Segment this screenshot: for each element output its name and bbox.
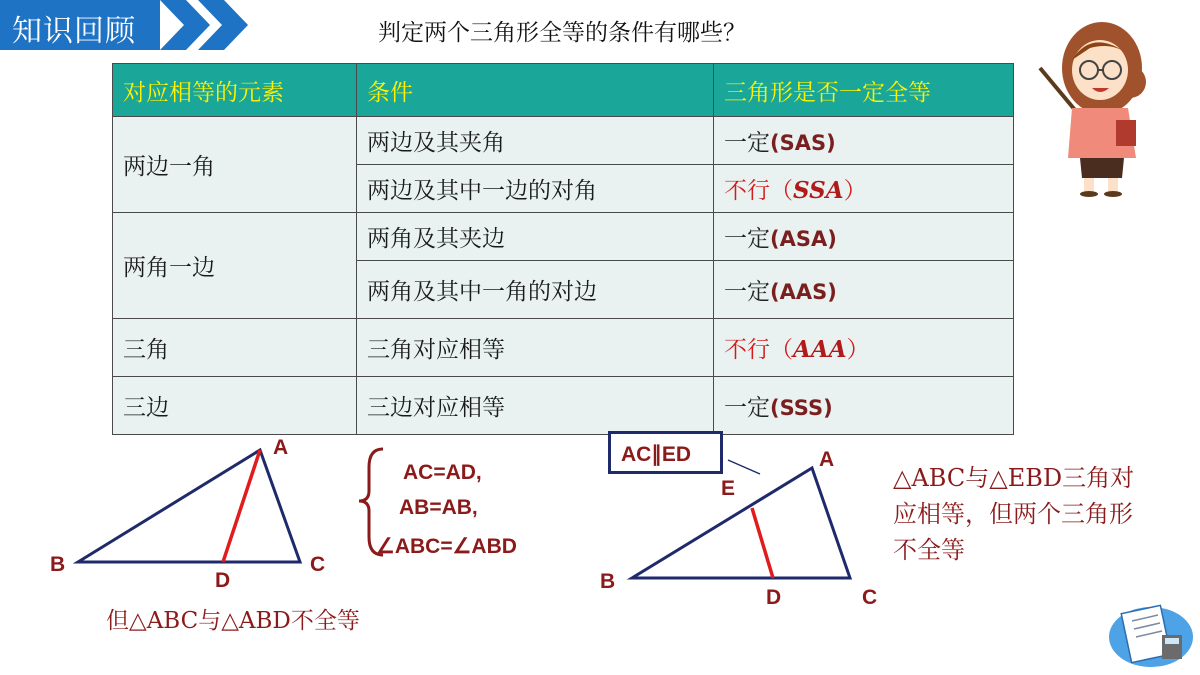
triangle-figure-2: [590, 440, 890, 615]
chevron-right-icon: [150, 0, 260, 50]
table-row: [113, 377, 1014, 435]
triangle-abc-2: [632, 468, 850, 578]
condition-cell: 两边及其中一边的对角: [357, 165, 714, 213]
header-cell: 对应相等的元素: [113, 64, 357, 117]
condition-angle: ∠ABC=∠ABD: [376, 535, 517, 558]
point-label-c: C: [310, 553, 326, 576]
point-label-a: A: [273, 436, 289, 459]
result-cell: 不行（AAA）: [714, 319, 1014, 377]
condition-ac-ad: AC=AD,: [403, 461, 482, 484]
result-cell: 不行（SSA）: [714, 165, 1014, 213]
condition-cell: 两角及其中一角的对边: [357, 261, 714, 319]
triangle-figure-1: [40, 430, 340, 590]
figure1-note: 但△ABC与△ABD不全等: [106, 608, 360, 634]
header-cell: 条件: [357, 64, 714, 117]
point-label-b: B: [50, 553, 66, 576]
condition-cell: 三角对应相等: [357, 319, 714, 377]
point-label-d: D: [766, 586, 782, 609]
point-label-b: B: [600, 570, 616, 593]
group-cell: 三角: [113, 319, 357, 377]
condition-cell: 两边及其夹角: [357, 117, 714, 165]
section-badge-label: 知识回顾: [12, 14, 136, 49]
teacher-illustration: [1032, 8, 1152, 198]
group-cell: 两角一边: [113, 213, 357, 319]
table-row: [113, 117, 1014, 165]
section-badge: [0, 0, 160, 50]
point-label-a: A: [819, 448, 835, 471]
group-cell: 三边: [113, 377, 357, 435]
parallel-condition-label: AC∥ED: [621, 443, 692, 466]
triangle-abc: [78, 450, 300, 562]
condition-cell: 两角及其夹边: [357, 213, 714, 261]
table-header-row: [113, 64, 1014, 117]
condition-cell: 三边对应相等: [357, 377, 714, 435]
result-cell: 一定(AAS): [714, 261, 1014, 319]
worksheet-icon: [1106, 597, 1196, 669]
point-label-d: D: [215, 569, 231, 592]
result-cell: 一定(SSS): [714, 377, 1014, 435]
condition-ab-ab: AB=AB,: [399, 496, 478, 519]
slide-title: 判定两个三角形全等的条件有哪些？: [378, 20, 746, 46]
segment-ed: [752, 508, 773, 578]
congruence-table: [112, 63, 1014, 435]
result-cell: 一定(ASA): [714, 213, 1014, 261]
segment-ad: [223, 450, 260, 562]
point-label-e: E: [721, 477, 736, 500]
table-row: [113, 319, 1014, 377]
pointer-line: [728, 460, 760, 474]
result-cell: 一定(SAS): [714, 117, 1014, 165]
figure2-note: △ABC与△EBD三角对应相等，但两个三角形不全等: [893, 464, 1135, 564]
header-cell: 三角形是否一定全等: [714, 64, 1014, 117]
table-row: [113, 213, 1014, 261]
group-cell: 两边一角: [113, 117, 357, 213]
point-label-c: C: [862, 586, 878, 609]
